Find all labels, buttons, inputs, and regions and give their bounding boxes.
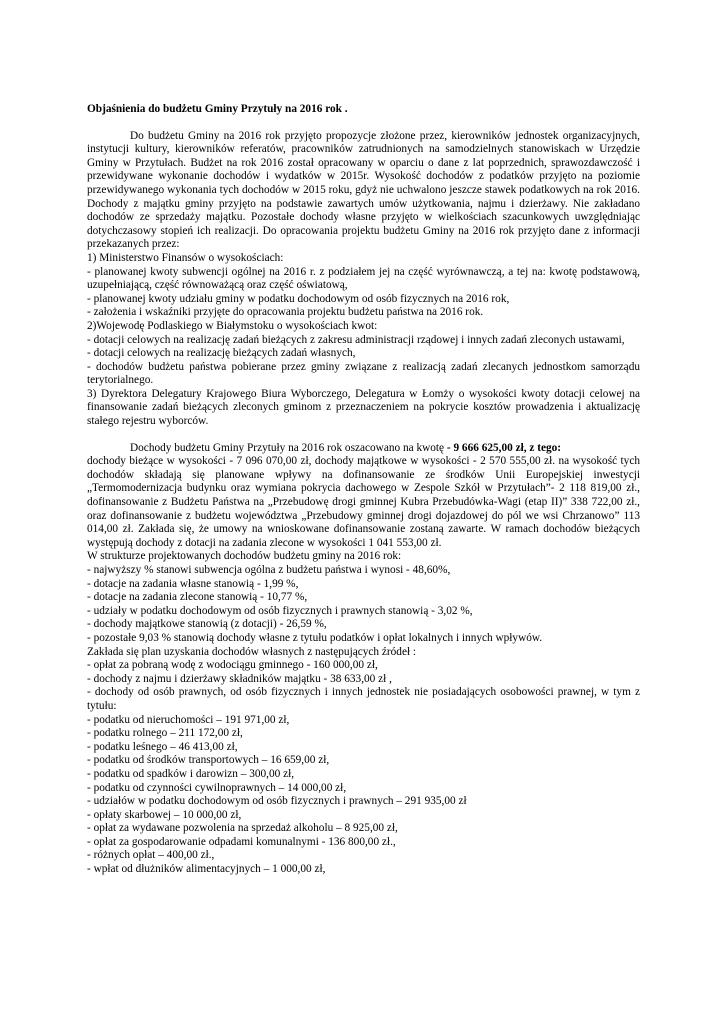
source-item: - dotacji celowych na realizację zadań bieżących z zakresu administracji rządowej i innych zadań zleconych ustawami, <box>87 333 625 346</box>
structure-line: W strukturze projektowanych dochodów budżetu gminy na 2016 rok: <box>87 550 402 563</box>
structure-line: - udziały w podatku dochodowym od osób fizycznych i prawnych stanowią - 3,02 %, <box>87 604 473 617</box>
structure-line: - pozostałe 9,03 % stanowią dochody własne z tytułu podatków i opłat lokalnych i innych wpływów. <box>87 631 543 644</box>
structure-line: - opłat za pobraną wodę z wodociągu gminnego - 160 000,00 zł, <box>87 659 378 672</box>
source-item: - dochodów budżetu państwa pobierane przez gminy związane z realizacją zadań zlecanych jednostkom samorządu terytorialnego. <box>87 360 640 387</box>
structure-line: - opłat za wydawane pozwolenia na sprzedaż alkoholu – 8 925,00 zł, <box>87 822 398 835</box>
income-structure-list <box>87 550 640 876</box>
structure-line: - różnych opłat – 400,00 zł., <box>87 849 215 862</box>
structure-line: - dotacje na zadania własne stanowią - 1,99 %, <box>87 577 299 590</box>
source-item: - planowanej kwoty subwencji ogólnej na 2016 r. z podziałem jej na część wyrównawczą, a tej na: kwotę podstawową, uzupełniającą, część równoważącą oraz część oświatową, <box>87 265 640 292</box>
structure-line: Zakłada się plan uzyskania dochodów własnych z następujących źródeł : <box>87 645 417 658</box>
structure-line: - podatku od spadków i darowizn – 300,00 zł, <box>87 767 295 780</box>
source-item: 3) Dyrektora Delegatury Krajowego Biura Wyborczego, Delegatura w Łomży o wysokości kwoty dotacji celowej na finansowanie zadań bieżących zleconych gminom z przeznaczeniem na pokrycie kosztów prowadzenia i aktualizację stałego rejestru wyborców. <box>87 387 640 428</box>
structure-line: - dochody majątkowe stanowią (z dotacji) - 26,59 %, <box>87 618 327 631</box>
source-item: 1) Ministerstwo Finansów o wysokościach: <box>87 251 284 264</box>
structure-line: - dotacje na zadania zlecone stanowią - 10,77 %, <box>87 591 308 604</box>
structure-line: - wpłat od dłużników alimentacyjnych – 1 000,00 zł, <box>87 863 326 876</box>
structure-line: - dochody z najmu i dzierżawy składników majątku - 38 633,00 zł , <box>87 672 392 685</box>
document-title: Objaśnienia do budżetu Gminy Przytuły na 2016 rok . <box>87 103 348 115</box>
structure-line: - podatku od środków transportowych – 16 659,00 zł, <box>87 754 330 767</box>
intro-paragraph: Do budżetu Gminy na 2016 rok przyjęto propozycje złożone przez, kierowników jednostek organizacyjnych, instytucji kultury, kierowników referatów, pracowników zatrudnionych na samodzielnych stanowiskach w Urzędzie Gminy w Przytułach. Budżet na rok 2016 został opracowany w oparciu o dane z lat poprzednich, sprawozdawczość i przewidywane wykonanie dochodów i wydatków w 2015r. Wysokość dochodów z podatków przyjęto na poziomie przewidywanego wykonania tych dochodów w 2015 roku, gdyż nie uchwalono jeszcze stawek podatkowych na rok 2016. Dochody z majątku gminy przyjęto na podstawie zawartych umów użytkowania, najmu i dzierżawy. Nie zakładano dochodów ze sprzedaży majątku. Pozostałe dochody własne przyjęto w wielkościach szacunkowych uwzględniając dotychczasowy stopień ich realizacji. Do opracowania projektu budżetu Gminy na 2016 rok przyjęto dane z informacji przekazanych przez: <box>87 129 640 251</box>
structure-line: - opłaty skarbowej – 10 000,00 zł, <box>87 808 242 821</box>
income-total: - 9 666 625,00 zł, z tego: <box>446 441 562 454</box>
income-lead: Dochody budżetu Gminy Przytuły na 2016 rok oszacowano na kwotę <box>130 441 447 454</box>
structure-line: - podatku od czynności cywilnoprawnych – 14 000,00 zł, <box>87 781 347 794</box>
source-item: - dotacji celowych na realizację bieżących zadań własnych, <box>87 347 356 360</box>
structure-line: - podatku rolnego – 211 172,00 zł, <box>87 727 243 740</box>
structure-line: - opłat za gospodarowanie odpadami komunalnymi - 136 800,00 zł., <box>87 835 396 848</box>
data-sources-list <box>87 252 640 429</box>
structure-line: - udziałów w podatku dochodowym od osób fizycznych i prawnych – 291 935,00 zł <box>87 795 467 808</box>
structure-line: - dochody od osób prawnych, od osób fizycznych i innych jednostek nie posiadających osobowości prawnej, w tym z tytułu: <box>87 686 640 712</box>
income-lead-paragraph <box>87 442 640 456</box>
income-body-paragraph: dochody bieżące w wysokości - 7 096 070,00 zł, dochody majątkowe w wysokości - 2 570 555,00 zł. na wysokość tych dochodów składają się planowane wpływy na dofinansowanie ze środków Unii Europejskiej inwestycji „Termomodernizacja budynku oraz wymiana pokrycia dachowego w Zespole Szkół w Przytułach”- 2 118 819,00 zł., dofinansowanie z Budżetu Państwa na „Przebudowę drogi gminnej Kubra Przebudówka-Wagi (etap II)” 338 722,00 zł., oraz dofinansowanie z budżetu województwa „Przebudowy gminnej drogi dojazdowej do pól we wsi Chrzanowo” 113 014,00 zł. Zakłada się, że umowy na wnioskowane dofinansowanie zostaną zawarte. W ramach dochodów bieżących występują dochody z dotacji na zadania zlecone w wysokości 1 041 553,00 zł. <box>87 455 640 549</box>
source-item: - planowanej kwoty udziału gminy w podatku dochodowym od osób fizycznych na 2016 rok, <box>87 292 510 305</box>
structure-line: - podatku od nieruchomości – 191 971,00 zł, <box>87 713 290 726</box>
source-item: - założenia i wskaźniki przyjęte do opracowania projektu budżetu państwa na 2016 rok. <box>87 306 484 319</box>
structure-line: - najwyższy % stanowi subwencja ogólna z budżetu państwa i wynosi - 48,60%, <box>87 564 451 576</box>
structure-line: - podatku leśnego – 46 413,00 zł, <box>87 740 238 753</box>
source-item: 2)Wojewodę Podlaskiego w Białymstoku o wysokościach kwot: <box>87 319 378 332</box>
document-page <box>87 103 640 877</box>
